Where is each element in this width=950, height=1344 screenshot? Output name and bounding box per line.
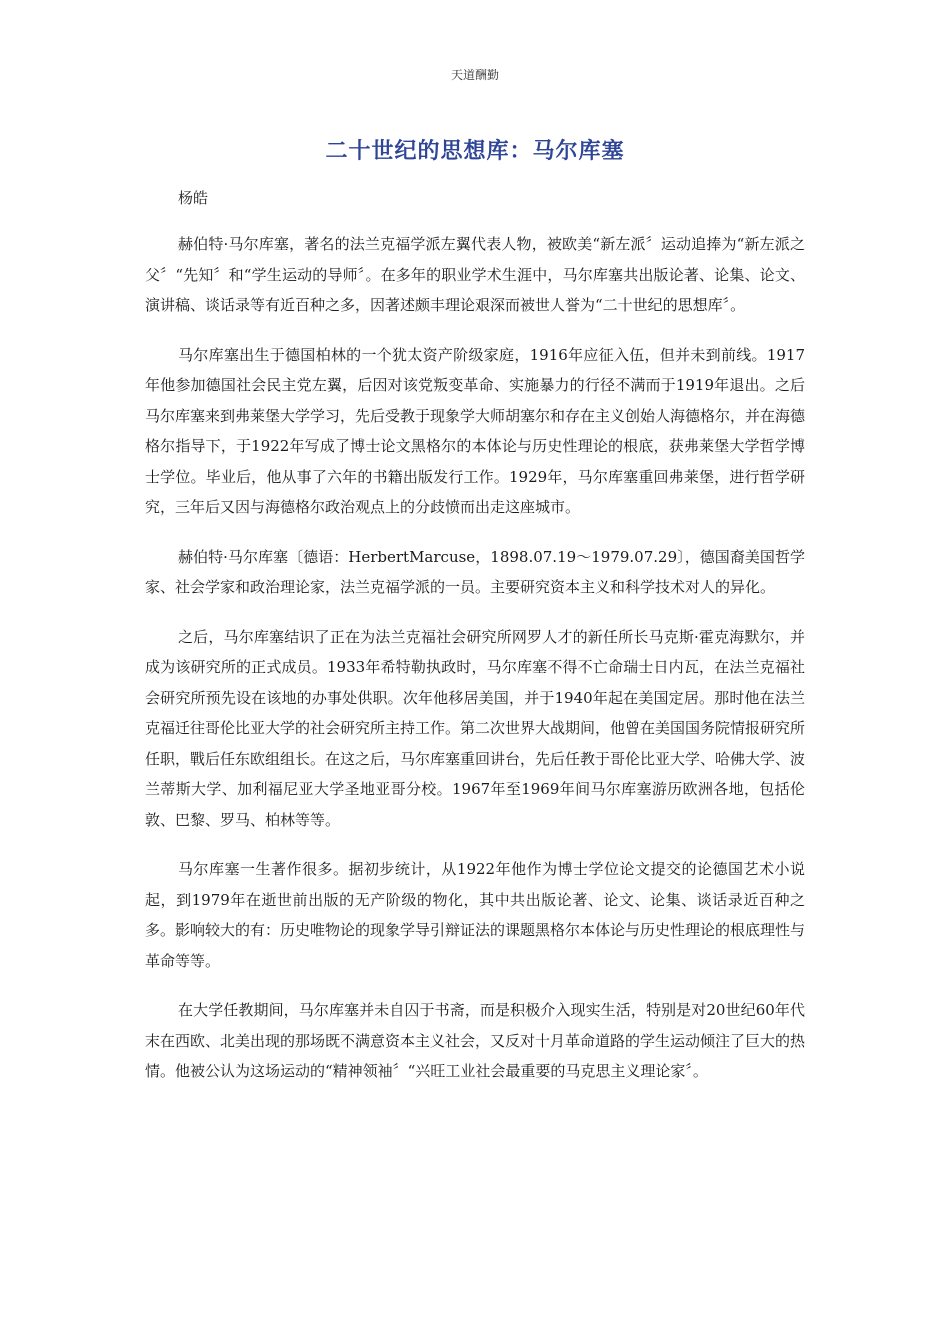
article-body	[145, 229, 805, 1106]
paragraph-3: 赫伯特·马尔库塞〔德语：HerbertMarcuse，1898.07.19～1979.07.29〕，德国裔美国哲学家、社会学家和政治理论家，法兰克福学派的一员。主要研究资本主义和科学技术对人的异化。	[145, 547, 805, 596]
document-title: 二十世纪的思想库：马尔库塞	[325, 139, 625, 164]
paragraph-4: 之后，马尔库塞结识了正在为法兰克福社会研究所网罗人才的新任所长马克斯·霍克海默尔，并成为该研究所的正式成员。1933年希特勒执政时，马尔库塞不得不亡命瑞士日内瓦，在法兰克福社会研究所预先设在该地的办事处供职。次年他移居美国，并于1940年起在美国定居。那时他在法兰克福迁往哥伦比亚大学的社会研究所主持工作。第二次世界大战期间，他曾在美国国务院情报研究所任职，戰后任东欧组组长。在这之后，马尔库塞重回讲台，先后任教于哥伦比亚大学、哈佛大学、波兰蒂斯大学、加利福尼亚大学圣地亚哥分校。1967年至1969年间马尔库塞游历欧洲各地，包括伦敦、巴黎、罗马、柏林等等。	[145, 627, 806, 829]
paragraph-6: 在大学任教期间，马尔库塞并未自囚于书斋，而是积极介入现实生活，特别是对20世纪60年代末在西欧、北美出现的那场既不满意资本主义社会，又反对十月革命道路的学生运动倾注了巨大的热情。他被公认为这场运动的“精神领袖〞“兴旺工业社会最重要的马克思主义理论家〞。	[145, 1001, 806, 1080]
page-header: 天道酬勤	[450, 68, 499, 82]
paragraph-2: 马尔库塞出生于德国柏林的一个犹太资产阶级家庭，1916年应征入伍，但并未到前线。1917年他参加德国社会民主党左翼，后因对该党叛变革命、实施暴力的行径不满而于1919年退出。之后马尔库塞来到弗莱堡大学学习，先后受教于现象学大师胡塞尔和存在主义创始人海德格尔，并在海德格尔指导下，于1922年写成了博士论文黑格尔的本体论与历史性理论的根底，获弗莱堡大学哲学博士学位。毕业后，他从事了六年的书籍出版发行工作。1929年，马尔库塞重回弗莱堡，进行哲学研究，三年后又因与海德格尔政治观点上的分歧愤而出走这座城市。	[145, 345, 806, 516]
paragraph-1: 赫伯特·马尔库塞，著名的法兰克福学派左翼代表人物，被欧美“新左派〞运动追捧为“新左派之父〞“先知〞和“学生运动的导师〞。在多年的职业学术生涯中，马尔库塞共出版论著、论集、论文、演讲稿、谈话录等有近百种之多，因著述颇丰理论艰深而被世人誉为“二十世纪的思想库〞。	[145, 235, 805, 314]
paragraph-5: 马尔库塞一生著作很多。据初步统计，从1922年他作为博士学位论文提交的论德国艺术小说起，到1979年在逝世前出版的无产阶级的物化，其中共出版论著、论文、论集、谈话录近百种之多。影响较大的有：历史唯物论的现象学导引辩证法的课题黑格尔本体论与历史性理论的根底理性与革命等等。	[145, 860, 806, 970]
author-name: 杨皓	[178, 189, 209, 207]
